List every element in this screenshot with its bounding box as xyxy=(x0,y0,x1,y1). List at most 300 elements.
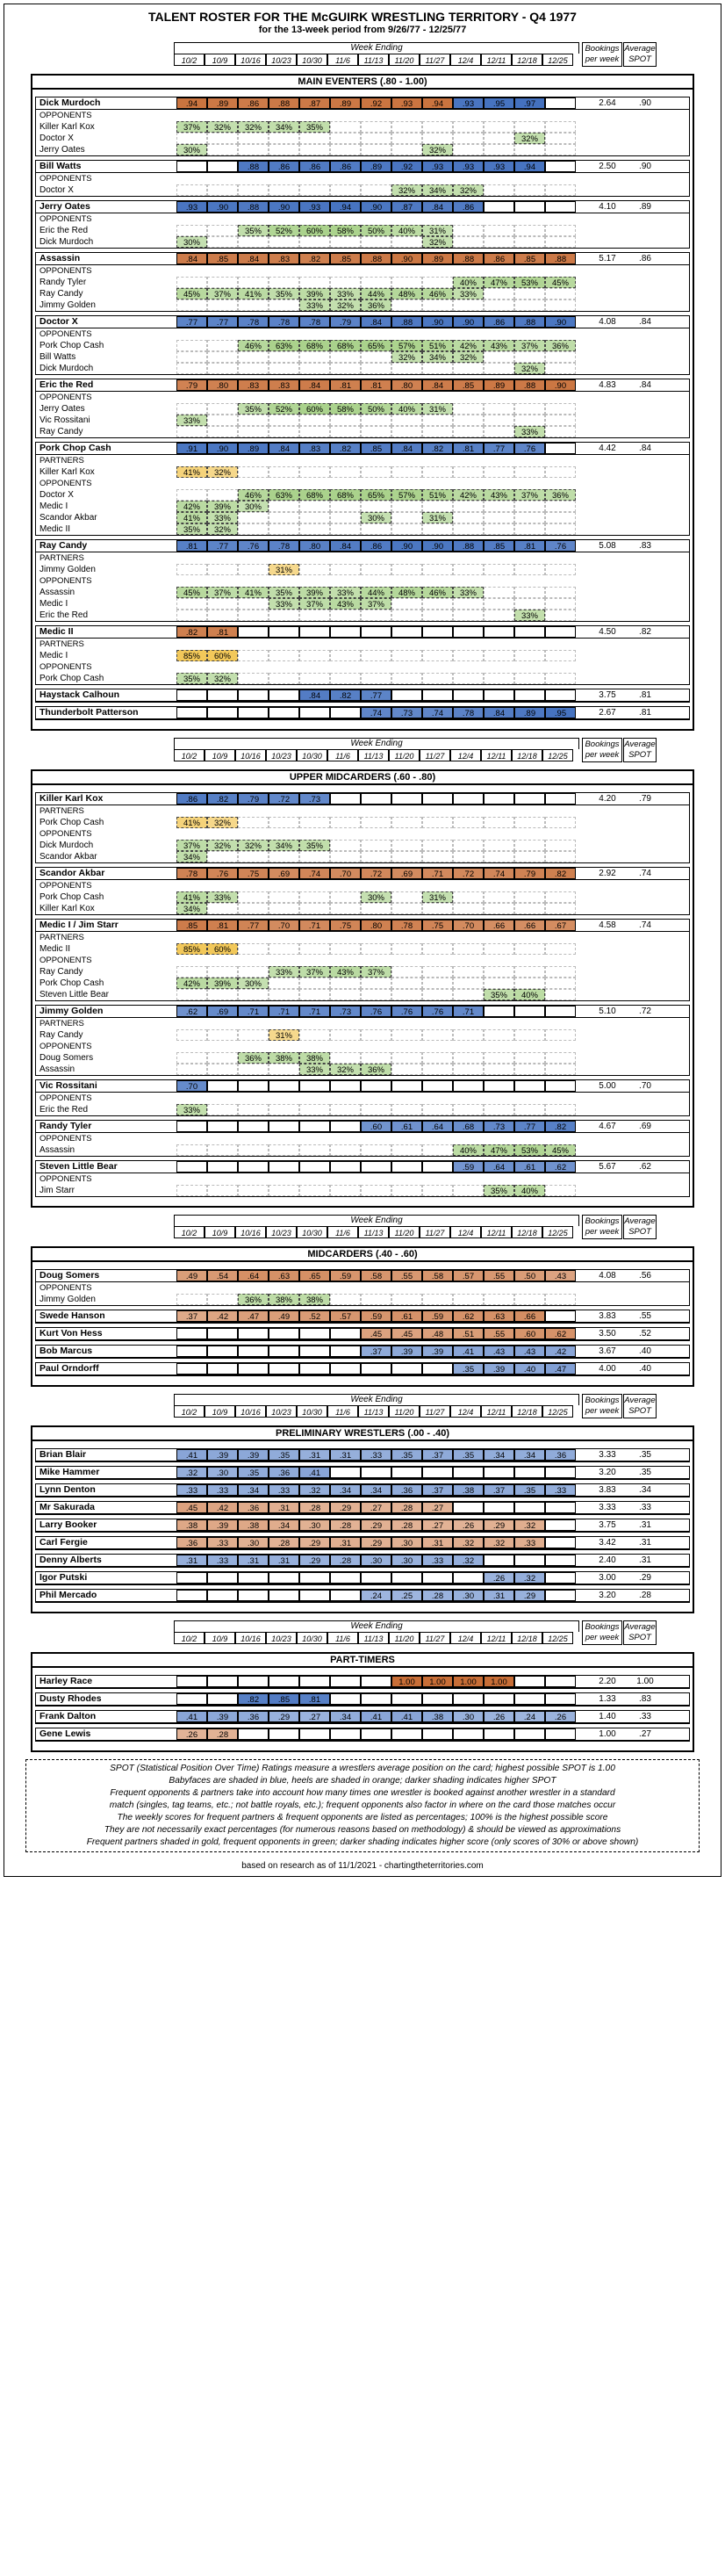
opponent-score-cell xyxy=(330,903,361,914)
partner-score-cell: 60% xyxy=(207,943,238,955)
wrestler-name[interactable]: Doctor X xyxy=(39,316,78,327)
spot-cell xyxy=(484,689,514,701)
partner-score-cell xyxy=(453,564,484,575)
spot-cell xyxy=(514,689,545,701)
wrestler-name[interactable]: Larry Booker xyxy=(39,1519,97,1530)
spot-cell: .75 xyxy=(422,920,453,931)
spot-cell: .38 xyxy=(176,1519,207,1531)
spot-cell xyxy=(453,1693,484,1705)
opponent-score-cell: 58% xyxy=(330,403,361,415)
partner-name: Ray Candy xyxy=(39,1030,83,1040)
wrestler-name[interactable]: Scandor Akbar xyxy=(39,868,105,878)
wrestler-row[interactable] xyxy=(36,540,689,552)
week-column-header: 12/25 xyxy=(542,1405,573,1418)
spot-cell: .88 xyxy=(391,316,422,328)
spot-cell xyxy=(484,201,514,213)
average-spot: .89 xyxy=(639,202,651,212)
spot-cell xyxy=(238,1161,269,1173)
spot-cell: .90 xyxy=(269,201,299,213)
partner-name: Jimmy Golden xyxy=(39,565,96,574)
wrestler-row[interactable] xyxy=(36,1728,689,1741)
wrestler-block xyxy=(35,1519,690,1533)
average-spot: .81 xyxy=(639,708,651,718)
wrestler-name[interactable]: Kurt Von Hess xyxy=(39,1328,103,1339)
wrestler-block xyxy=(35,1692,690,1707)
opponent-score-cell xyxy=(238,299,269,311)
opponent-score-cell: 57% xyxy=(391,340,422,351)
opponent-score-cell xyxy=(514,512,545,523)
opponent-score-cell xyxy=(484,121,514,133)
opponent-score-cell xyxy=(422,1064,453,1075)
wrestler-row[interactable] xyxy=(36,1519,689,1532)
opponent-name: Scandor Akbar xyxy=(39,852,97,862)
wrestler-row[interactable] xyxy=(36,1555,689,1567)
opponent-name: Doug Somers xyxy=(39,1053,94,1063)
wrestler-name[interactable]: Steven Little Bear xyxy=(39,1161,118,1172)
wrestler-name[interactable]: Lynn Denton xyxy=(39,1484,96,1495)
opponent-score-cell: 33% xyxy=(330,288,361,299)
bookings-per-week: 3.83 xyxy=(599,1485,616,1495)
wrestler-name[interactable]: Denny Alberts xyxy=(39,1555,102,1565)
spot-cell: .85 xyxy=(269,1693,299,1705)
spot-cell: 1.00 xyxy=(391,1676,422,1687)
spot-cell: .31 xyxy=(422,1537,453,1548)
opponent-score-cell: 52% xyxy=(269,403,299,415)
spot-cell: .90 xyxy=(545,379,576,391)
spot-cell xyxy=(176,1121,207,1132)
spot-cell: .33 xyxy=(269,1484,299,1496)
opponent-score-cell xyxy=(238,351,269,363)
spot-cell xyxy=(545,161,576,172)
spot-cell: .77 xyxy=(207,540,238,552)
opponent-score-cell: 41% xyxy=(238,288,269,299)
wrestler-row[interactable] xyxy=(36,793,689,805)
wrestler-name[interactable]: Brian Blair xyxy=(39,1449,87,1460)
wrestler-row[interactable] xyxy=(36,1310,689,1323)
opponent-score-cell xyxy=(545,426,576,437)
spot-cell xyxy=(176,689,207,701)
opponent-name: Eric the Red xyxy=(39,1105,89,1115)
wrestler-row[interactable] xyxy=(36,253,689,265)
opponent-name: Eric the Red xyxy=(39,226,89,235)
spot-cell xyxy=(391,626,422,638)
spot-cell: .28 xyxy=(422,1590,453,1601)
spot-cell: .62 xyxy=(545,1161,576,1173)
spot-cell: .84 xyxy=(176,253,207,264)
wrestler-row[interactable] xyxy=(36,626,689,639)
opponent-score-cell: 35% xyxy=(484,1185,514,1196)
spot-cell: .84 xyxy=(299,379,330,391)
opponent-score-cell xyxy=(545,891,576,903)
spot-cell: .31 xyxy=(238,1555,269,1566)
wrestler-row[interactable] xyxy=(36,1693,689,1706)
wrestler-row[interactable] xyxy=(36,689,689,702)
opponent-score-cell xyxy=(330,891,361,903)
spot-cell xyxy=(361,1676,391,1687)
week-column-header: 10/16 xyxy=(235,1405,266,1418)
opponent-score-cell xyxy=(514,978,545,989)
wrestler-name[interactable]: Vic Rossitani xyxy=(39,1080,97,1091)
average-spot: .84 xyxy=(639,380,651,390)
spot-cell: .32 xyxy=(176,1467,207,1478)
opponent-score-cell xyxy=(207,403,238,415)
wrestler-name[interactable]: Thunderbolt Patterson xyxy=(39,707,139,718)
spot-cell: .43 xyxy=(484,1346,514,1357)
spot-cell: .84 xyxy=(269,443,299,454)
wrestler-name[interactable]: Harley Race xyxy=(39,1676,93,1686)
wrestler-row[interactable] xyxy=(36,1572,689,1584)
wrestler-name[interactable]: Swede Hanson xyxy=(39,1310,105,1321)
wrestler-name[interactable]: Dusty Rhodes xyxy=(39,1693,102,1704)
wrestler-name[interactable]: Pork Chop Cash xyxy=(39,443,111,453)
opponent-row xyxy=(36,1052,689,1064)
opponent-score-cell: 37% xyxy=(299,966,330,978)
opponent-score-cell xyxy=(484,363,514,374)
opponent-score-cell xyxy=(299,512,330,523)
wrestler-row[interactable] xyxy=(36,443,689,455)
partner-score-cell xyxy=(299,817,330,828)
week-column-header: 11/20 xyxy=(389,1632,420,1644)
opponent-score-cell xyxy=(176,351,207,363)
wrestler-row[interactable] xyxy=(36,1121,689,1133)
wrestler-row[interactable] xyxy=(36,1161,689,1173)
week-column-header: 10/30 xyxy=(297,54,327,66)
wrestler-row[interactable] xyxy=(36,1080,689,1093)
opponent-name: Medic II xyxy=(39,524,71,534)
opponent-score-cell xyxy=(484,225,514,236)
wrestler-block xyxy=(35,315,690,375)
group-label xyxy=(36,1041,689,1052)
partner-score-cell xyxy=(361,650,391,661)
spot-cell: .61 xyxy=(514,1161,545,1173)
spot-cell: .45 xyxy=(176,1502,207,1513)
opponent-score-cell xyxy=(330,184,361,196)
week-column-header: 11/27 xyxy=(420,1226,450,1238)
spot-cell: .95 xyxy=(484,97,514,109)
opponent-score-cell xyxy=(238,966,269,978)
partner-row xyxy=(36,817,689,828)
wrestler-name[interactable]: Jimmy Golden xyxy=(39,1006,104,1016)
spot-cell: .26 xyxy=(484,1572,514,1584)
wrestler-name[interactable]: Randy Tyler xyxy=(39,1121,92,1131)
opponent-score-cell: 37% xyxy=(176,840,207,851)
opponent-score-cell xyxy=(514,523,545,535)
opponent-score-cell xyxy=(514,673,545,684)
opponent-score-cell: 37% xyxy=(176,121,207,133)
wrestler-row[interactable] xyxy=(36,1449,689,1461)
opponent-score-cell xyxy=(299,523,330,535)
opponent-row xyxy=(36,184,689,196)
average-spot: .83 xyxy=(639,541,651,551)
wrestler-row[interactable] xyxy=(36,1537,689,1549)
week-column-header: 10/23 xyxy=(266,1632,297,1644)
spot-cell xyxy=(453,689,484,701)
spot-cell: .35 xyxy=(269,1449,299,1461)
wrestler-name[interactable]: Mr Sakurada xyxy=(39,1502,96,1512)
spot-cell: .41 xyxy=(391,1711,422,1722)
spot-cell xyxy=(484,626,514,638)
bookings-column-header: Bookings per week xyxy=(582,738,622,762)
spot-cell: .95 xyxy=(545,707,576,718)
spot-cell xyxy=(422,689,453,701)
opponent-score-cell xyxy=(361,351,391,363)
wrestler-name[interactable]: Phil Mercado xyxy=(39,1590,97,1600)
wrestler-row[interactable] xyxy=(36,97,689,110)
wrestler-name[interactable]: Jerry Oates xyxy=(39,201,90,212)
opponent-score-cell xyxy=(330,1144,361,1156)
bookings-column-header: Bookings per week xyxy=(582,1394,622,1418)
opponent-score-cell xyxy=(207,184,238,196)
wrestler-name[interactable]: Doug Somers xyxy=(39,1270,100,1281)
spot-cell: .60 xyxy=(514,1328,545,1339)
wrestler-row[interactable] xyxy=(36,379,689,392)
bookings-per-week: 4.10 xyxy=(599,202,616,212)
wrestler-row[interactable] xyxy=(36,1467,689,1479)
spot-cell xyxy=(330,1728,361,1740)
bookings-per-week: 4.08 xyxy=(599,1271,616,1281)
opponent-row xyxy=(36,121,689,133)
week-column-header: 11/6 xyxy=(327,54,358,66)
spot-cell: .81 xyxy=(330,379,361,391)
spot-cell: .90 xyxy=(545,316,576,328)
week-column-header: 11/20 xyxy=(389,749,420,761)
spot-cell xyxy=(545,1728,576,1740)
group-label-text: OPPONENTS xyxy=(39,393,92,402)
wrestler-row[interactable] xyxy=(36,868,689,880)
wrestler-name[interactable]: Carl Fergie xyxy=(39,1537,88,1548)
spot-cell xyxy=(299,1161,330,1173)
spot-cell xyxy=(207,1572,238,1584)
partner-score-cell xyxy=(361,564,391,575)
opponent-score-cell: 40% xyxy=(453,277,484,288)
partner-score-cell xyxy=(514,1029,545,1041)
bookings-per-week: 5.00 xyxy=(599,1081,616,1091)
opponent-score-cell xyxy=(422,966,453,978)
spot-cell: .45 xyxy=(391,1328,422,1339)
spot-cell: .34 xyxy=(330,1484,361,1496)
opponent-score-cell xyxy=(514,144,545,155)
week-column-header: 10/23 xyxy=(266,749,297,761)
wrestler-row[interactable] xyxy=(36,1590,689,1602)
opponent-score-cell xyxy=(514,299,545,311)
wrestler-row[interactable] xyxy=(36,1270,689,1282)
spot-cell: .81 xyxy=(176,540,207,552)
week-column-header: 10/16 xyxy=(235,1226,266,1238)
spot-cell xyxy=(176,1161,207,1173)
wrestler-name[interactable]: Killer Karl Kox xyxy=(39,793,104,804)
opponent-score-cell xyxy=(545,523,576,535)
spot-cell xyxy=(391,689,422,701)
wrestler-name[interactable]: Bob Marcus xyxy=(39,1346,93,1356)
opponent-score-cell: 33% xyxy=(330,587,361,598)
opponent-score-cell xyxy=(391,363,422,374)
opponent-score-cell xyxy=(391,903,422,914)
week-column-header: 10/9 xyxy=(205,1226,235,1238)
spot-cell: .29 xyxy=(514,1590,545,1601)
wrestler-row[interactable] xyxy=(36,161,689,173)
wrestler-name[interactable]: Mike Hammer xyxy=(39,1467,100,1477)
opponent-score-cell: 36% xyxy=(238,1052,269,1064)
spot-cell xyxy=(238,1328,269,1339)
wrestler-name[interactable]: Eric the Red xyxy=(39,379,94,390)
spot-cell: .35 xyxy=(238,1467,269,1478)
partner-score-cell xyxy=(361,466,391,478)
opponent-row xyxy=(36,501,689,512)
wrestler-row[interactable] xyxy=(36,1676,689,1688)
opponent-score-cell xyxy=(422,363,453,374)
opponent-score-cell xyxy=(207,1144,238,1156)
spot-cell: .35 xyxy=(391,1449,422,1461)
opponent-score-cell xyxy=(269,144,299,155)
week-column-header: 10/23 xyxy=(266,1405,297,1418)
spot-cell: .88 xyxy=(238,161,269,172)
spot-cell xyxy=(269,1080,299,1092)
wrestler-block xyxy=(35,1310,690,1324)
wrestler-name[interactable]: Gene Lewis xyxy=(39,1728,91,1739)
footnote: match (singles, tag teams, etc.; not battle royals, etc.); frequent opponents also factor in where on the card those matches occur xyxy=(109,1800,616,1810)
spot-cell: .28 xyxy=(391,1502,422,1513)
wrestler-row[interactable] xyxy=(36,1502,689,1514)
opponent-score-cell xyxy=(484,144,514,155)
opponent-score-cell: 40% xyxy=(391,225,422,236)
wrestler-name[interactable]: Medic I / Jim Starr xyxy=(39,920,118,930)
bookings-per-week: 5.67 xyxy=(599,1162,616,1172)
wrestler-name[interactable]: Paul Orndorff xyxy=(39,1363,99,1374)
bookings-per-week: 3.00 xyxy=(599,1573,616,1583)
wrestler-name[interactable]: Assassin xyxy=(39,253,81,263)
opponent-score-cell: 68% xyxy=(299,489,330,501)
opponent-score-cell: 34% xyxy=(176,851,207,862)
spot-cell: .76 xyxy=(422,1006,453,1017)
wrestler-name[interactable]: Dick Murdoch xyxy=(39,97,101,108)
opponent-score-cell: 32% xyxy=(238,840,269,851)
spot-cell: .74 xyxy=(422,707,453,718)
opponent-score-cell xyxy=(299,501,330,512)
wrestler-name[interactable]: Medic II xyxy=(39,626,74,637)
opponent-score-cell xyxy=(176,403,207,415)
opponent-score-cell xyxy=(238,851,269,862)
week-column-header: 11/6 xyxy=(327,1405,358,1418)
bookings-per-week: 4.00 xyxy=(599,1364,616,1374)
opponent-score-cell xyxy=(391,501,422,512)
week-column-header: 11/27 xyxy=(420,54,450,66)
opponent-score-cell xyxy=(361,978,391,989)
average-spot: .33 xyxy=(639,1503,651,1512)
opponent-score-cell xyxy=(391,236,422,248)
opponent-name: Pork Chop Cash xyxy=(39,892,104,902)
spot-cell: .33 xyxy=(176,1484,207,1496)
opponent-score-cell: 51% xyxy=(422,489,453,501)
spot-cell xyxy=(269,626,299,638)
opponent-score-cell xyxy=(422,903,453,914)
wrestler-name[interactable]: Frank Dalton xyxy=(39,1711,97,1721)
spot-cell xyxy=(269,1328,299,1339)
spot-cell: .39 xyxy=(238,1449,269,1461)
spot-cell xyxy=(176,707,207,718)
group-label xyxy=(36,1093,689,1104)
opponent-name: Jerry Oates xyxy=(39,145,85,155)
partner-score-cell xyxy=(299,650,330,661)
wrestler-name[interactable]: Igor Putski xyxy=(39,1572,88,1583)
spot-cell xyxy=(484,1080,514,1092)
opponent-score-cell xyxy=(361,277,391,288)
opponent-score-cell xyxy=(484,840,514,851)
opponent-score-cell xyxy=(207,236,238,248)
spot-cell xyxy=(176,1328,207,1339)
group-label-text: OPPONENTS xyxy=(39,1093,92,1103)
wrestler-row[interactable] xyxy=(36,1346,689,1358)
wrestler-row[interactable] xyxy=(36,316,689,328)
opponent-score-cell xyxy=(361,426,391,437)
opponent-score-cell xyxy=(269,133,299,144)
wrestler-block xyxy=(35,625,690,685)
opponent-score-cell xyxy=(299,851,330,862)
group-label-text: OPPONENTS xyxy=(39,1174,92,1184)
wrestler-row[interactable] xyxy=(36,1711,689,1723)
opponent-score-cell xyxy=(330,851,361,862)
week-column-header: 12/11 xyxy=(481,1632,512,1644)
opponent-score-cell xyxy=(299,144,330,155)
wrestler-row[interactable] xyxy=(36,201,689,213)
spot-cell xyxy=(330,1693,361,1705)
wrestler-name[interactable]: Bill Watts xyxy=(39,161,82,171)
bookings-per-week: 2.67 xyxy=(599,708,616,718)
wrestler-row[interactable] xyxy=(36,1363,689,1375)
group-label xyxy=(36,828,689,840)
wrestler-row[interactable] xyxy=(36,707,689,719)
spot-cell xyxy=(361,1693,391,1705)
spot-cell xyxy=(514,1676,545,1687)
wrestler-block xyxy=(35,1362,690,1376)
opponent-score-cell xyxy=(207,133,238,144)
wrestler-row[interactable] xyxy=(36,920,689,932)
spot-cell xyxy=(238,1363,269,1375)
opponent-score-cell xyxy=(514,587,545,598)
week-column-header: 12/18 xyxy=(512,54,542,66)
spot-cell: .69 xyxy=(391,868,422,879)
bookings-per-week: 5.17 xyxy=(599,254,616,263)
spot-cell: .31 xyxy=(176,1555,207,1566)
week-column-header: 10/2 xyxy=(174,54,205,66)
spot-cell xyxy=(361,793,391,805)
wrestler-name[interactable]: Ray Candy xyxy=(39,540,88,551)
spot-cell: .75 xyxy=(330,920,361,931)
opponent-score-cell xyxy=(545,673,576,684)
opponent-score-cell xyxy=(361,989,391,1000)
report-title: TALENT ROSTER FOR THE McGUIRK WRESTLING TERRITORY - Q4 1977 xyxy=(148,10,577,24)
spot-cell: .38 xyxy=(453,1484,484,1496)
opponent-score-cell: 33% xyxy=(453,288,484,299)
average-spot: .74 xyxy=(639,869,651,878)
wrestler-row[interactable] xyxy=(36,1328,689,1340)
spot-cell xyxy=(299,707,330,718)
opponent-score-cell xyxy=(299,891,330,903)
spot-cell: .87 xyxy=(299,97,330,109)
partner-score-cell xyxy=(391,1029,422,1041)
wrestler-name[interactable]: Haystack Calhoun xyxy=(39,689,120,700)
spot-cell: .65 xyxy=(299,1270,330,1281)
wrestler-row[interactable] xyxy=(36,1484,689,1497)
opponent-row xyxy=(36,840,689,851)
spot-cell: .72 xyxy=(453,868,484,879)
spot-cell: .34 xyxy=(484,1449,514,1461)
spot-cell xyxy=(238,1572,269,1584)
opponent-row xyxy=(36,426,689,437)
opponent-score-cell xyxy=(453,610,484,621)
opponent-score-cell xyxy=(176,610,207,621)
wrestler-row[interactable] xyxy=(36,1006,689,1018)
week-column-header: 10/30 xyxy=(297,1226,327,1238)
